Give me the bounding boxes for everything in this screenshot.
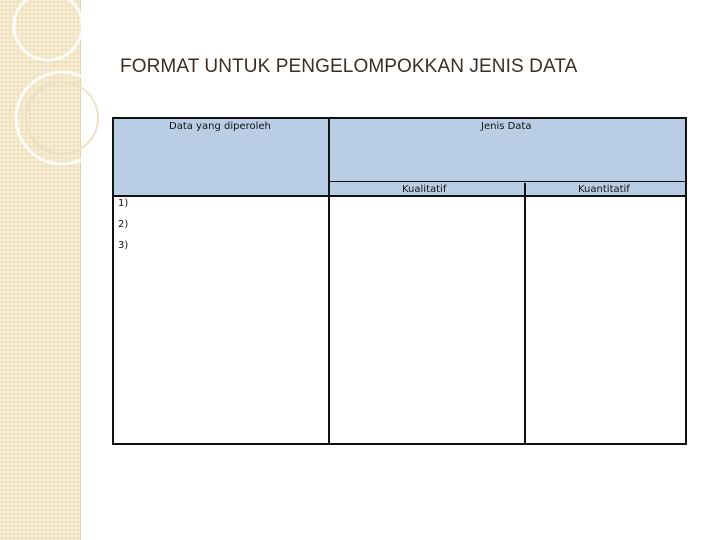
column-divider-1 xyxy=(328,119,330,443)
list-item-2: 2) xyxy=(118,219,129,230)
decorative-side-strip xyxy=(0,0,81,540)
page-title: FORMAT UNTUK PENGELOMPOKKAN JENIS DATA xyxy=(120,56,578,77)
list-item-3: 3) xyxy=(118,240,129,251)
header-kualitatif: Kualitatif xyxy=(402,184,447,195)
subheader-divider xyxy=(328,181,685,182)
header-divider xyxy=(114,195,685,197)
header-jenis-data: Jenis Data xyxy=(481,121,532,132)
header-kuantitatif: Kuantitatif xyxy=(578,184,630,195)
list-item-1: 1) xyxy=(118,198,129,209)
data-table xyxy=(112,117,687,445)
header-data-yang-diperoleh: Data yang diperoleh xyxy=(169,121,271,132)
column-divider-2 xyxy=(524,183,526,443)
